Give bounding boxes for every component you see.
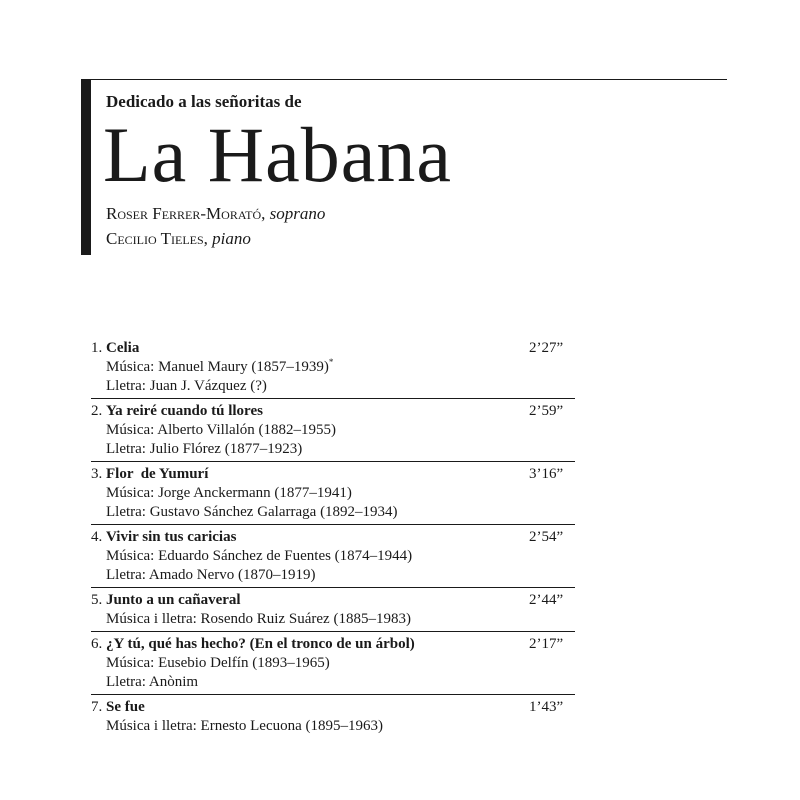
track-duration: 2’54” [529, 529, 564, 545]
track-title: Vivir sin tus caricias [106, 529, 237, 545]
track-separator [91, 524, 575, 525]
track-title: Ya reiré cuando tú llores [106, 403, 263, 419]
track-duration: 2’59” [529, 403, 564, 419]
track-heading [0, 635, 800, 654]
track-item [0, 402, 800, 459]
track-credit: Música: Jorge Anckermann (1877–1941) [106, 485, 352, 501]
track-title: Celia [106, 340, 140, 356]
track-separator [91, 398, 575, 399]
track-credit: Música: Eusebio Delfín (1893–1965) [106, 655, 330, 671]
dedication-line: Dedicado a las señoritas de [106, 92, 302, 111]
track-number: 3. [91, 466, 103, 482]
footnote-mark: * [328, 357, 334, 367]
track-separator [91, 461, 575, 462]
track-duration: 3’16” [529, 466, 564, 482]
track-duration: 2’27” [529, 340, 564, 356]
performer-role: soprano [269, 204, 326, 223]
track-credit: Lletra: Juan J. Vázquez (?) [106, 378, 267, 394]
track-title: Flor de Yumurí [106, 466, 209, 482]
track-heading [0, 528, 800, 547]
track-credit: Lletra: Amado Nervo (1870–1919) [106, 567, 316, 583]
track-duration: 2’44” [529, 592, 564, 608]
track-credit: Música i lletra: Ernesto Lecuona (1895–1963) [106, 718, 384, 734]
track-item [0, 465, 800, 522]
track-item [0, 698, 800, 736]
album-title: La Habana [103, 111, 452, 198]
track-credit: Música: Eduardo Sánchez de Fuentes (1874–1944) [106, 548, 413, 564]
track-heading [0, 402, 800, 421]
track-credit: Lletra: Anònim [106, 674, 199, 690]
header-accent-bar [81, 79, 91, 255]
track-heading [0, 698, 800, 717]
track-title: Se fue [106, 699, 145, 715]
performer-piano [106, 229, 251, 249]
performer-separator: , [261, 204, 270, 223]
track-credit: Lletra: Gustavo Sánchez Galarraga (1892–1934) [106, 504, 398, 520]
track-number: 2. [91, 403, 103, 419]
track-duration: 1’43” [529, 699, 564, 715]
track-heading [0, 591, 800, 610]
track-credit: Música: Alberto Villalón (1882–1955) [106, 422, 337, 438]
track-credit: Lletra: Julio Flórez (1877–1923) [106, 441, 303, 457]
performer-name: Roser Ferrer-Morató [106, 204, 262, 223]
track-item [0, 635, 800, 692]
track-number: 4. [91, 529, 103, 545]
track-duration: 2’17” [529, 636, 564, 652]
track-item [0, 339, 800, 396]
track-item [0, 528, 800, 585]
track-title: Junto a un cañaveral [106, 592, 241, 608]
track-credit: Música i lletra: Rosendo Ruiz Suárez (1885–1983) [106, 611, 411, 627]
track-heading [0, 465, 800, 484]
track-title: ¿Y tú, qué has hecho? (En el tronco de un árbol) [106, 636, 415, 652]
performer-separator: , [203, 229, 213, 248]
header-rule [91, 79, 727, 80]
track-credit [0, 358, 800, 377]
track-number: 1. [91, 340, 103, 356]
track-list [0, 339, 800, 736]
track-item [0, 591, 800, 629]
track-heading [0, 339, 800, 358]
track-separator [91, 694, 575, 695]
performer-name: Cecilio Tieles [106, 229, 204, 248]
track-number: 5. [91, 592, 103, 608]
track-separator [91, 631, 575, 632]
credit-text: Música: Manuel Maury (1857–1939) [106, 359, 329, 375]
track-number: 7. [91, 699, 103, 715]
performer-soprano [106, 204, 325, 224]
performer-role: piano [212, 229, 251, 248]
track-separator [91, 587, 575, 588]
track-number: 6. [91, 636, 103, 652]
